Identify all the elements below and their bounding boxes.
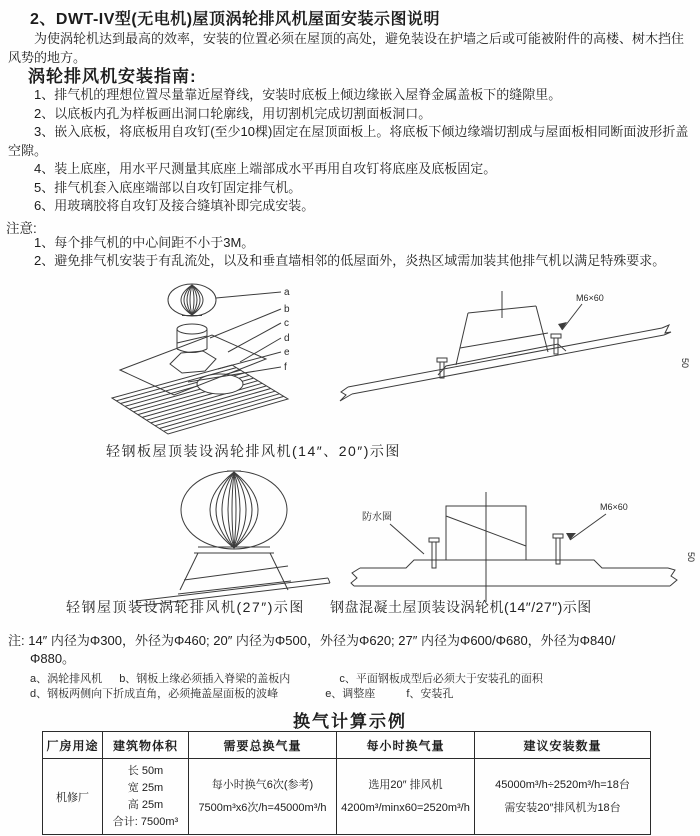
table-header-row (43, 732, 651, 759)
diagram-concrete-roof-section (338, 490, 700, 608)
legend-row-1 (30, 672, 690, 687)
legend-row-2 (30, 687, 690, 702)
notice-list (8, 234, 698, 270)
callout-legend (30, 672, 690, 702)
guide-item-6: 6、用玻璃胶将自攻钉及接合缝填补即完成安装。 (34, 198, 315, 213)
header-suggested-qty: 建议安装数量 (475, 732, 651, 759)
waterproof-ring-label: 防水圈 (362, 512, 392, 523)
legend-a: a、涡轮排风机 (30, 673, 103, 685)
cell-suggested-qty (475, 759, 651, 835)
diagram-steel-roof-section (330, 288, 700, 400)
guide-heading: 涡轮排风机安装指南: (28, 67, 197, 86)
table-row (43, 759, 651, 835)
caption-steel-roof-27: 轻钢屋顶装设涡轮排风机(27″)示图 (66, 599, 305, 615)
bolt-size-label-2: M6×60 (600, 502, 628, 512)
legend-c: c、平面钢板成型后必须大于安装孔的面积 (339, 673, 543, 685)
callout-f: f (284, 362, 287, 373)
notice-item-1: 1、每个排气机的中心间距不小于3M。 (34, 235, 255, 250)
caption-concrete-roof: 钢盘混凝土屋顶装设涡轮机(14″/27″)示图 (330, 599, 592, 615)
required-line-1: 每小时换气6次(参考) (211, 778, 314, 791)
callout-d: d (284, 333, 290, 344)
legend-e: e、调整座 (325, 688, 376, 700)
base-plate (120, 335, 266, 395)
suggestion-line-1: 45000m³/h÷2520m³/h=18台 (495, 778, 630, 791)
dim-50-label-2: 50 (686, 552, 696, 563)
callout-c: c (284, 318, 289, 329)
hourly-line-2: 4200m³/minx60=2520m³/h (341, 801, 470, 814)
caption-steel-panel-roof: 轻钢板屋顶装设涡轮排风机(14″、20″)示图 (106, 443, 401, 459)
required-line-2: 7500m³x6次/h=45000m³/h (198, 801, 327, 814)
table-title: 换气计算示例 (293, 712, 407, 731)
header-volume: 建筑物体积 (103, 732, 189, 759)
volume-height: 高 25m (127, 798, 164, 811)
cell-usage: 机修厂 (43, 759, 103, 835)
legend-b: b、钢板上缘必须插入脊梁的盖板内 (119, 673, 291, 685)
guide-item-4: 4、装上底座，用水平尺测量其底座上端部成水平再用自攻钉将底座及底板固定。 (34, 161, 497, 176)
cell-volume (103, 759, 189, 835)
guide-item-5: 5、排气机套入底座端部以自攻钉固定排气机。 (34, 179, 302, 195)
cell-required-exchange (189, 759, 337, 835)
turbine-head-27 (181, 471, 287, 549)
volume-total: 合计: 7500m³ (112, 815, 179, 828)
callout-e: e (284, 347, 290, 358)
callout-a: a (284, 287, 290, 298)
header-usage: 厂房用途 (43, 732, 103, 759)
header-required-exchange: 需要总换气量 (189, 732, 337, 759)
intro-paragraph: 为使涡轮机达到最高的效率，安装的位置必须在屋顶的高处，避免装设在护墙之后或可能被附件的高楼、树木挡住风势的地方。 (8, 31, 685, 65)
turbine-head (168, 284, 216, 316)
volume-width: 宽 25m (127, 781, 164, 794)
notice-item-2: 2、避免排气机安装于有乱流处，以及和垂直墙相邻的低屋面外，炎热区域需加装其他排气机以满足特殊要求。 (34, 253, 666, 268)
callout-b: b (284, 304, 290, 315)
guide-item-1: 1、排气机的理想位置尽量靠近屋脊线，安装时底板上倾边缘嵌入屋脊金属盖板下的缝隙里。 (34, 87, 562, 102)
ventilation-calc-table (42, 731, 651, 835)
dim-50-label: 50 (680, 358, 690, 369)
diameter-note: 注: 14″ 内径为Φ300，外径为Φ460; 20″ 内径为Φ500，外径为Φ620; 27″ 内径为Φ600/Φ680，外径为Φ840/Φ880。 (8, 633, 616, 666)
diagram-turbine-27 (128, 468, 343, 606)
guide-item-3: 3、嵌入底板，将底板用自攻钉(至少10棵)固定在屋顶面板上。将底板下倾边缘端切割成与屋面板相同断面波形折盖空隙。 (8, 124, 689, 158)
page-title: 2、DWT-IV型(无电机)屋顶涡轮排风机屋面安装示图说明 (30, 11, 441, 28)
suggestion-line-2: 需安装20″排风机为18台 (504, 801, 621, 814)
volume-length: 长 50m (127, 764, 164, 777)
diagram-exploded-turbine (70, 282, 305, 454)
legend-f: f、安装孔 (406, 688, 454, 700)
cell-hourly-exchange (337, 759, 475, 835)
legend-d: d、钢板两侧向下折成直角，必须掩盖屋面板的波峰 (30, 688, 279, 700)
guide-list (8, 86, 698, 216)
notice-heading: 注意: (6, 221, 37, 236)
hourly-line-1: 选用20″ 排风机 (368, 778, 443, 791)
bolt-size-label: M6×60 (576, 293, 604, 303)
header-hourly-exchange: 每小时换气量 (337, 732, 475, 759)
guide-item-2: 2、以底板内孔为样板画出洞口轮廓线，用切割机完成切割面板洞口。 (34, 105, 432, 121)
adjust-seat-hexagon (170, 351, 216, 373)
